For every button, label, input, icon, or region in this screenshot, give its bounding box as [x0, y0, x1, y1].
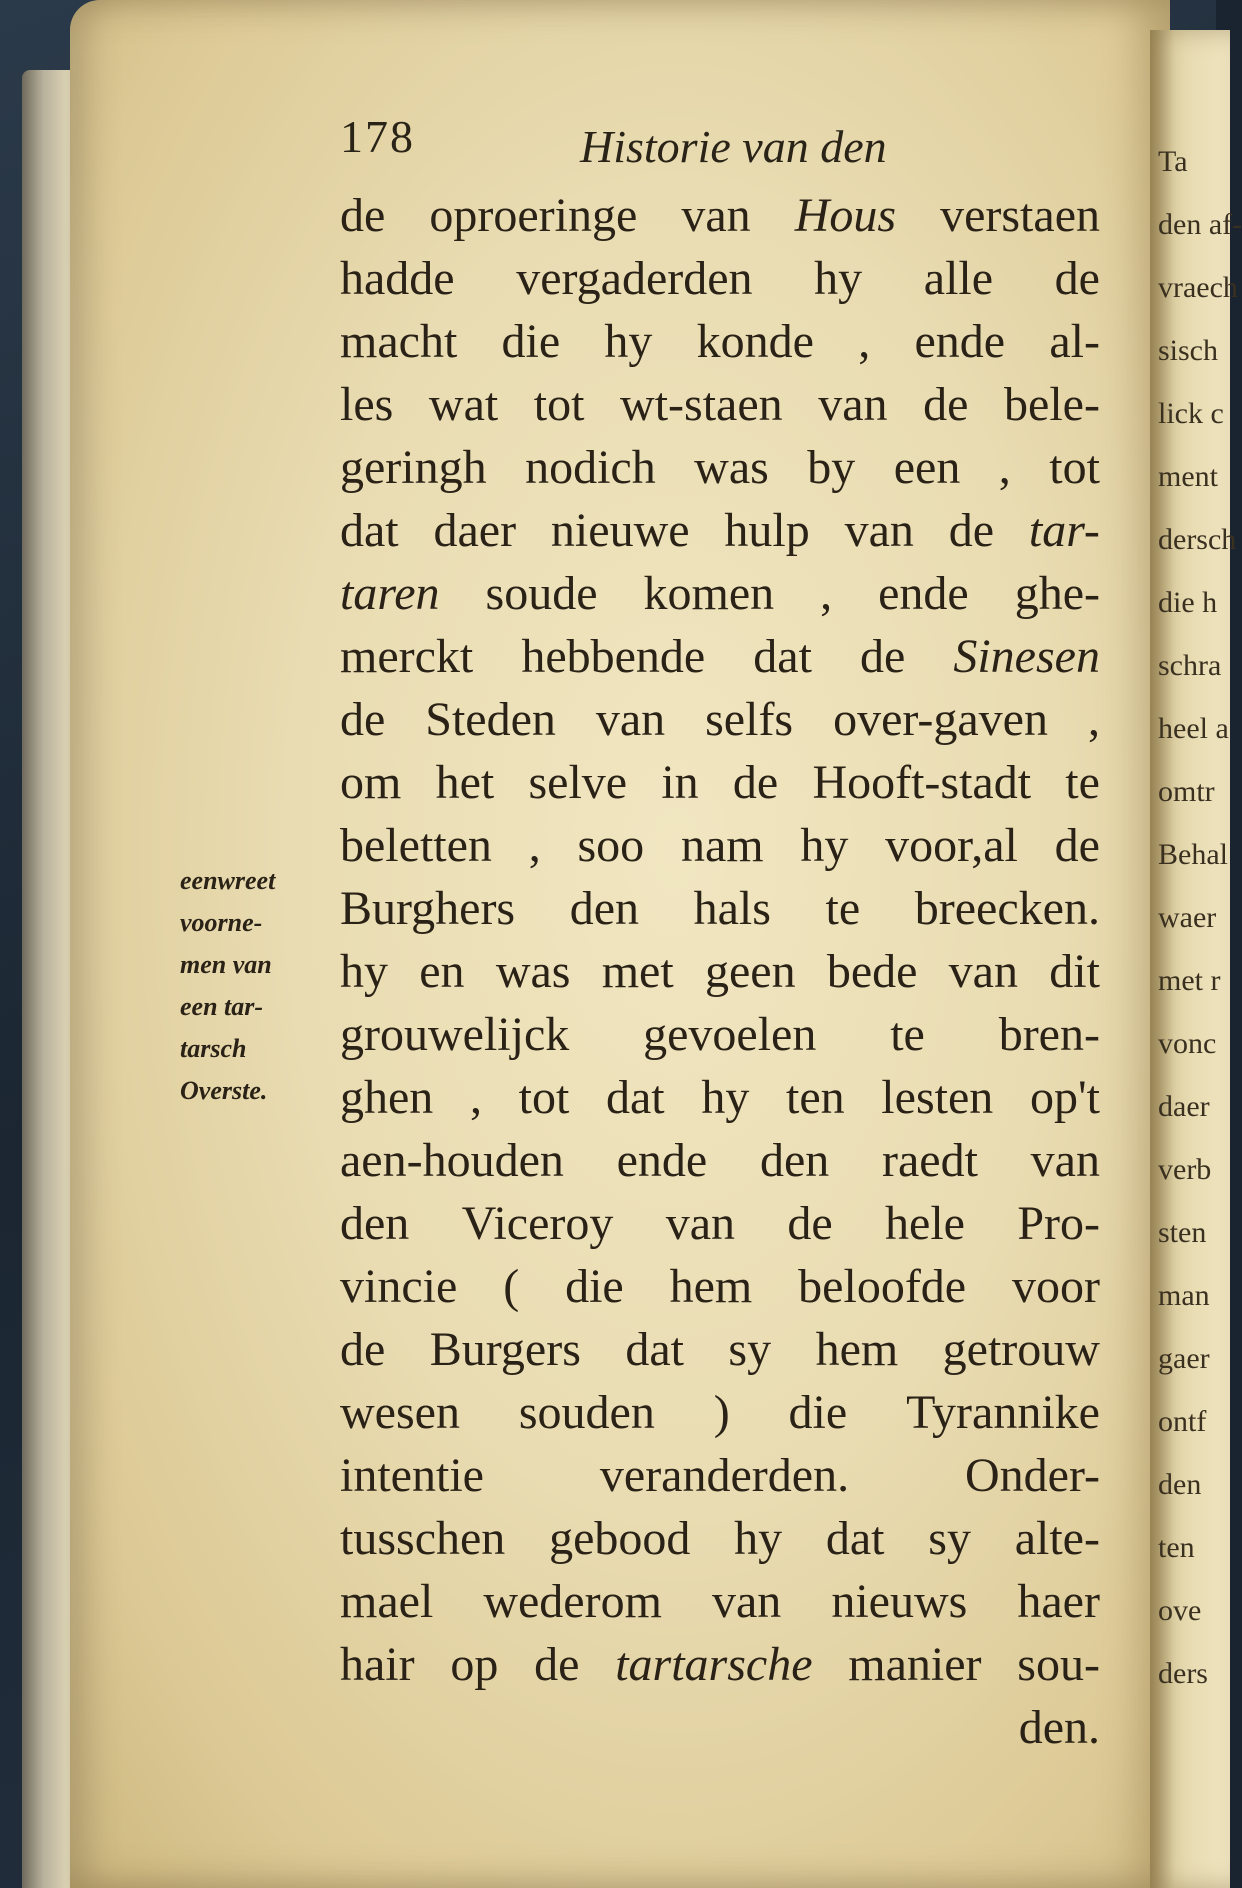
word: ( [503, 1260, 520, 1313]
word: Onder- [965, 1449, 1100, 1502]
word: ende [914, 315, 1006, 368]
margin-note-line: eenwreet [180, 866, 276, 895]
word: voor,al [885, 819, 1018, 872]
word: de [340, 1323, 386, 1376]
word: ghen [340, 1071, 434, 1124]
word: tar- [1028, 504, 1100, 557]
margin-note-line: men van [180, 950, 272, 979]
word: lesten [881, 1071, 994, 1124]
word: geringh [340, 441, 487, 494]
page-number: 178 [340, 111, 415, 162]
word: van [818, 378, 888, 431]
text-line [340, 940, 1100, 1003]
right-page-fragment: ment [1158, 460, 1218, 493]
word: taren [340, 567, 440, 620]
word: van [844, 504, 914, 557]
word: nieuwe [550, 504, 690, 557]
word: ghe- [1014, 567, 1100, 620]
word: tusschen [340, 1512, 506, 1565]
text-line [340, 1444, 1100, 1507]
word: dat [340, 504, 399, 557]
word: , [858, 315, 871, 368]
word: van [665, 1197, 736, 1250]
word: breecken. [914, 882, 1100, 935]
word: sou- [1017, 1638, 1100, 1691]
margin-note-line: een tar- [180, 992, 264, 1021]
word: op't [1029, 1071, 1100, 1124]
word: de [948, 504, 995, 557]
word: sy [928, 1512, 971, 1565]
word: die [501, 315, 561, 368]
text-line [340, 1003, 1100, 1066]
text-line [340, 1381, 1100, 1444]
word: soo [577, 819, 645, 872]
word: den [759, 1134, 830, 1187]
word: van [681, 189, 751, 242]
word: komen [643, 567, 775, 620]
word: tartarsche [615, 1638, 813, 1691]
word: de [787, 1197, 833, 1250]
text-line [340, 499, 1100, 562]
word: aen-houden [340, 1134, 564, 1187]
word: haer [1017, 1575, 1100, 1628]
word: te [1065, 756, 1100, 809]
right-page-fragment: sisch [1158, 334, 1218, 367]
word: souden [518, 1386, 655, 1439]
right-page-fragment: ten [1158, 1531, 1195, 1564]
text-line [340, 1570, 1100, 1633]
word: nieuws [831, 1575, 968, 1628]
text-line [340, 814, 1100, 877]
right-page-fragment: daer [1158, 1090, 1210, 1123]
text-line [340, 1507, 1100, 1570]
word: ten [785, 1071, 845, 1124]
word: dat [825, 1512, 885, 1565]
word: Steden [425, 693, 556, 746]
right-page-fragment: waer [1158, 901, 1217, 934]
word: hadde [340, 252, 455, 305]
word: ende [616, 1134, 708, 1187]
text-line [340, 1255, 1100, 1318]
right-page-fragment: met r [1158, 964, 1221, 997]
word: grouwelijck [340, 1008, 570, 1061]
word: de [534, 1638, 580, 1691]
text-line [340, 1318, 1100, 1381]
word: tot [1049, 441, 1100, 494]
word: macht [340, 315, 458, 368]
word: Viceroy [461, 1197, 614, 1250]
word: bren- [998, 1008, 1100, 1061]
right-page-fragment: heel a [1158, 712, 1229, 745]
word: nam [680, 819, 764, 872]
word: veranderden. [599, 1449, 850, 1502]
word: was [694, 441, 769, 494]
right-page-fragment: dersch [1158, 523, 1237, 556]
word: alle [923, 252, 994, 305]
right-page-fragment: omtr [1158, 775, 1215, 808]
word: wat [428, 378, 499, 431]
word: oproeringe [429, 189, 638, 242]
word: over-gaven [833, 693, 1048, 746]
word: vincie [340, 1260, 458, 1313]
word: wt-staen [620, 378, 783, 431]
text-line [340, 877, 1100, 940]
text-line [340, 184, 1100, 247]
word: , [1087, 693, 1100, 746]
word: nodich [525, 441, 656, 494]
word: selve [528, 756, 628, 809]
right-page-text-fragments [1158, 130, 1242, 1705]
text-line [340, 247, 1100, 310]
body-text [340, 184, 1100, 1759]
page-header [340, 110, 1060, 190]
text-line [340, 625, 1100, 688]
word: dat [753, 630, 812, 683]
word: Burghers [340, 882, 516, 935]
word: tot [533, 378, 585, 431]
text-line [340, 1633, 1100, 1696]
word: sy [728, 1323, 772, 1376]
word: , [820, 567, 833, 620]
word: hair [340, 1638, 415, 1691]
running-title: Historie van den [580, 121, 887, 172]
word: bede [826, 945, 918, 998]
word: in [661, 756, 699, 809]
word: al- [1049, 315, 1100, 368]
word: geen [704, 945, 796, 998]
word: vergaderden [516, 252, 753, 305]
right-page-fragment: den [1158, 1468, 1202, 1501]
right-page-fragment: Ta [1158, 145, 1188, 178]
word: alte- [1014, 1512, 1100, 1565]
word: van [948, 945, 1018, 998]
right-page-fragment: Behal [1158, 838, 1228, 871]
right-page-fragment: sten [1158, 1216, 1207, 1249]
text-line [340, 1192, 1100, 1255]
word: getrouw [942, 1323, 1100, 1376]
right-page-fragment: schra [1158, 649, 1222, 682]
text-line [340, 310, 1100, 373]
right-page-fragment: ders [1158, 1657, 1208, 1690]
word: de [1054, 252, 1100, 305]
text-line [340, 1696, 1100, 1759]
word: Hooft-stadt [812, 756, 1032, 809]
word: hem [669, 1260, 753, 1313]
word: , [528, 819, 541, 872]
right-page-fragment: man [1158, 1279, 1210, 1312]
right-page-fragment: die h [1158, 586, 1218, 619]
word: de [859, 630, 906, 683]
word: ende [878, 567, 969, 620]
word: hals [693, 882, 771, 935]
word: mael [340, 1575, 434, 1628]
word: hy [814, 252, 863, 305]
word: het [435, 756, 495, 809]
word: van [711, 1575, 782, 1628]
margin-note [180, 860, 340, 1112]
word: bele- [1004, 378, 1100, 431]
word: hele [885, 1197, 965, 1250]
text-line [340, 562, 1100, 625]
word: gebood [549, 1512, 691, 1565]
word: ) [713, 1386, 730, 1439]
word: verstaen [940, 189, 1100, 242]
word: wederom [483, 1575, 662, 1628]
right-page-fragment: ove [1158, 1594, 1202, 1627]
right-page-fragment: den af- [1158, 208, 1242, 241]
word: Pro- [1017, 1197, 1100, 1250]
word: by [807, 441, 856, 494]
text-line [340, 1129, 1100, 1192]
word: beloofde [798, 1260, 967, 1313]
word: selfs [705, 693, 794, 746]
right-page-fragment: gaer [1158, 1342, 1210, 1375]
word: intentie [340, 1449, 484, 1502]
word: van [1030, 1134, 1100, 1187]
word: soude [485, 567, 598, 620]
word: konde [696, 315, 814, 368]
word: hem [815, 1323, 899, 1376]
word: Tyrannike [906, 1386, 1100, 1439]
word: les [340, 378, 394, 431]
word: de [732, 756, 779, 809]
word: dit [1049, 945, 1100, 998]
word: om [340, 756, 402, 809]
word: merckt [340, 630, 474, 683]
margin-note-line: Overste. [180, 1076, 268, 1105]
text-line [340, 1066, 1100, 1129]
word: den. [1018, 1701, 1100, 1754]
word: was [495, 945, 571, 998]
text-line [340, 751, 1100, 814]
word: hy [800, 819, 849, 872]
word: met [601, 945, 674, 998]
word: die [565, 1260, 624, 1313]
right-page-fragment: verb [1158, 1153, 1212, 1186]
word: de [340, 693, 386, 746]
word: hy [701, 1071, 750, 1124]
word: voor [1012, 1260, 1100, 1313]
right-page-fragment: vraech [1158, 271, 1238, 304]
word: gevoelen [643, 1008, 817, 1061]
text-line [340, 436, 1100, 499]
word: dat [625, 1323, 684, 1376]
right-page-fragment: ontf [1158, 1405, 1207, 1438]
word: daer [433, 504, 517, 557]
word: hebbende [521, 630, 706, 683]
word: tot [518, 1071, 570, 1124]
word: raedt [881, 1134, 978, 1187]
word: manier [848, 1638, 982, 1691]
word: Burgers [429, 1323, 581, 1376]
word: dat [606, 1071, 665, 1124]
word: , [998, 441, 1011, 494]
text-line [340, 373, 1100, 436]
word: wesen [340, 1386, 460, 1439]
right-page-fragment: lick c [1158, 397, 1224, 430]
margin-note-line: tarsch [180, 1034, 247, 1063]
word: hy [734, 1512, 783, 1565]
margin-note-line: voorne- [180, 908, 263, 937]
word: die [788, 1386, 848, 1439]
word: de [340, 189, 386, 242]
word: Hous [794, 189, 897, 242]
word: een [893, 441, 961, 494]
word: Sinesen [953, 630, 1100, 683]
word: hy [604, 315, 653, 368]
word: te [890, 1008, 925, 1061]
word: de [923, 378, 969, 431]
word: den [569, 882, 640, 935]
word: , [469, 1071, 482, 1124]
word: van [595, 693, 666, 746]
word: hulp [724, 504, 810, 557]
word: hy [340, 945, 388, 998]
word: te [825, 882, 861, 935]
right-page-fragment: vonc [1158, 1027, 1217, 1060]
word: op [450, 1638, 499, 1691]
text-line [340, 688, 1100, 751]
word: beletten [340, 819, 492, 872]
word: den [340, 1197, 410, 1250]
word: de [1054, 819, 1100, 872]
word: en [419, 945, 465, 998]
